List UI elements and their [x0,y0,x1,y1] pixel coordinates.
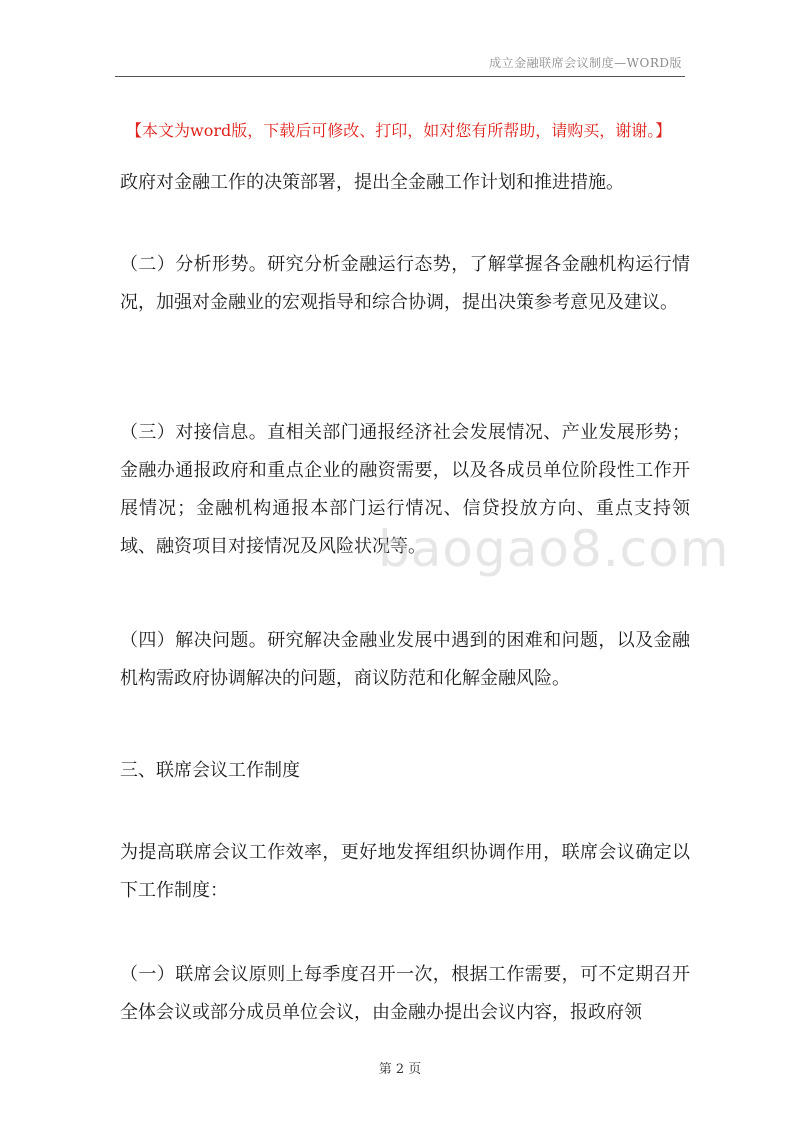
paragraph-6: （一）联席会议原则上每季度召开一次，根据工作需要，可不定期召开全体会议或部分成员单位会议，由金融办提出会议内容，报政府领 [120,964,690,1023]
section-heading: 三、联席会议工作制度 [120,760,300,781]
header-divider [115,76,685,77]
notice-banner: 【本文为word版，下载后可修改、打印，如对您有所帮助，请购买，谢谢。】 [126,121,672,140]
paragraph-2: （二）分析形势。研究分析金融运行态势，了解掌握各金融机构运行情况，加强对金融业的宏观指导和综合协调，提出决策参考意见及建议。 [120,254,690,313]
paragraph-5: 为提高联席会议工作效率，更好地发挥组织协调作用，联席会议确定以下工作制度： [120,842,690,901]
watermark: baogao8.com [378,520,730,578]
paragraph-4: （四）解决问题。研究解决金融业发展中遇到的困难和问题，以及金融机构需政府协调解决的问题，商议防范和化解金融风险。 [120,630,690,689]
header-title: 成立金融联席会议制度—WORD版 [489,56,682,70]
paragraph-1: 政府对金融工作的决策部署，提出全金融工作计划和推进措施。 [120,172,624,193]
paragraph-3: （三）对接信息。直相关部门通报经济社会发展情况、产业发展形势；金融办通报政府和重点企业的融资需要，以及各成员单位阶段性工作开展情况；金融机构通报本部门运行情况、信贷投放方向、重点支持领域、融资项目对接情况及风险状况等。 [120,422,690,557]
page-number: 第 2 页 [378,1062,422,1077]
